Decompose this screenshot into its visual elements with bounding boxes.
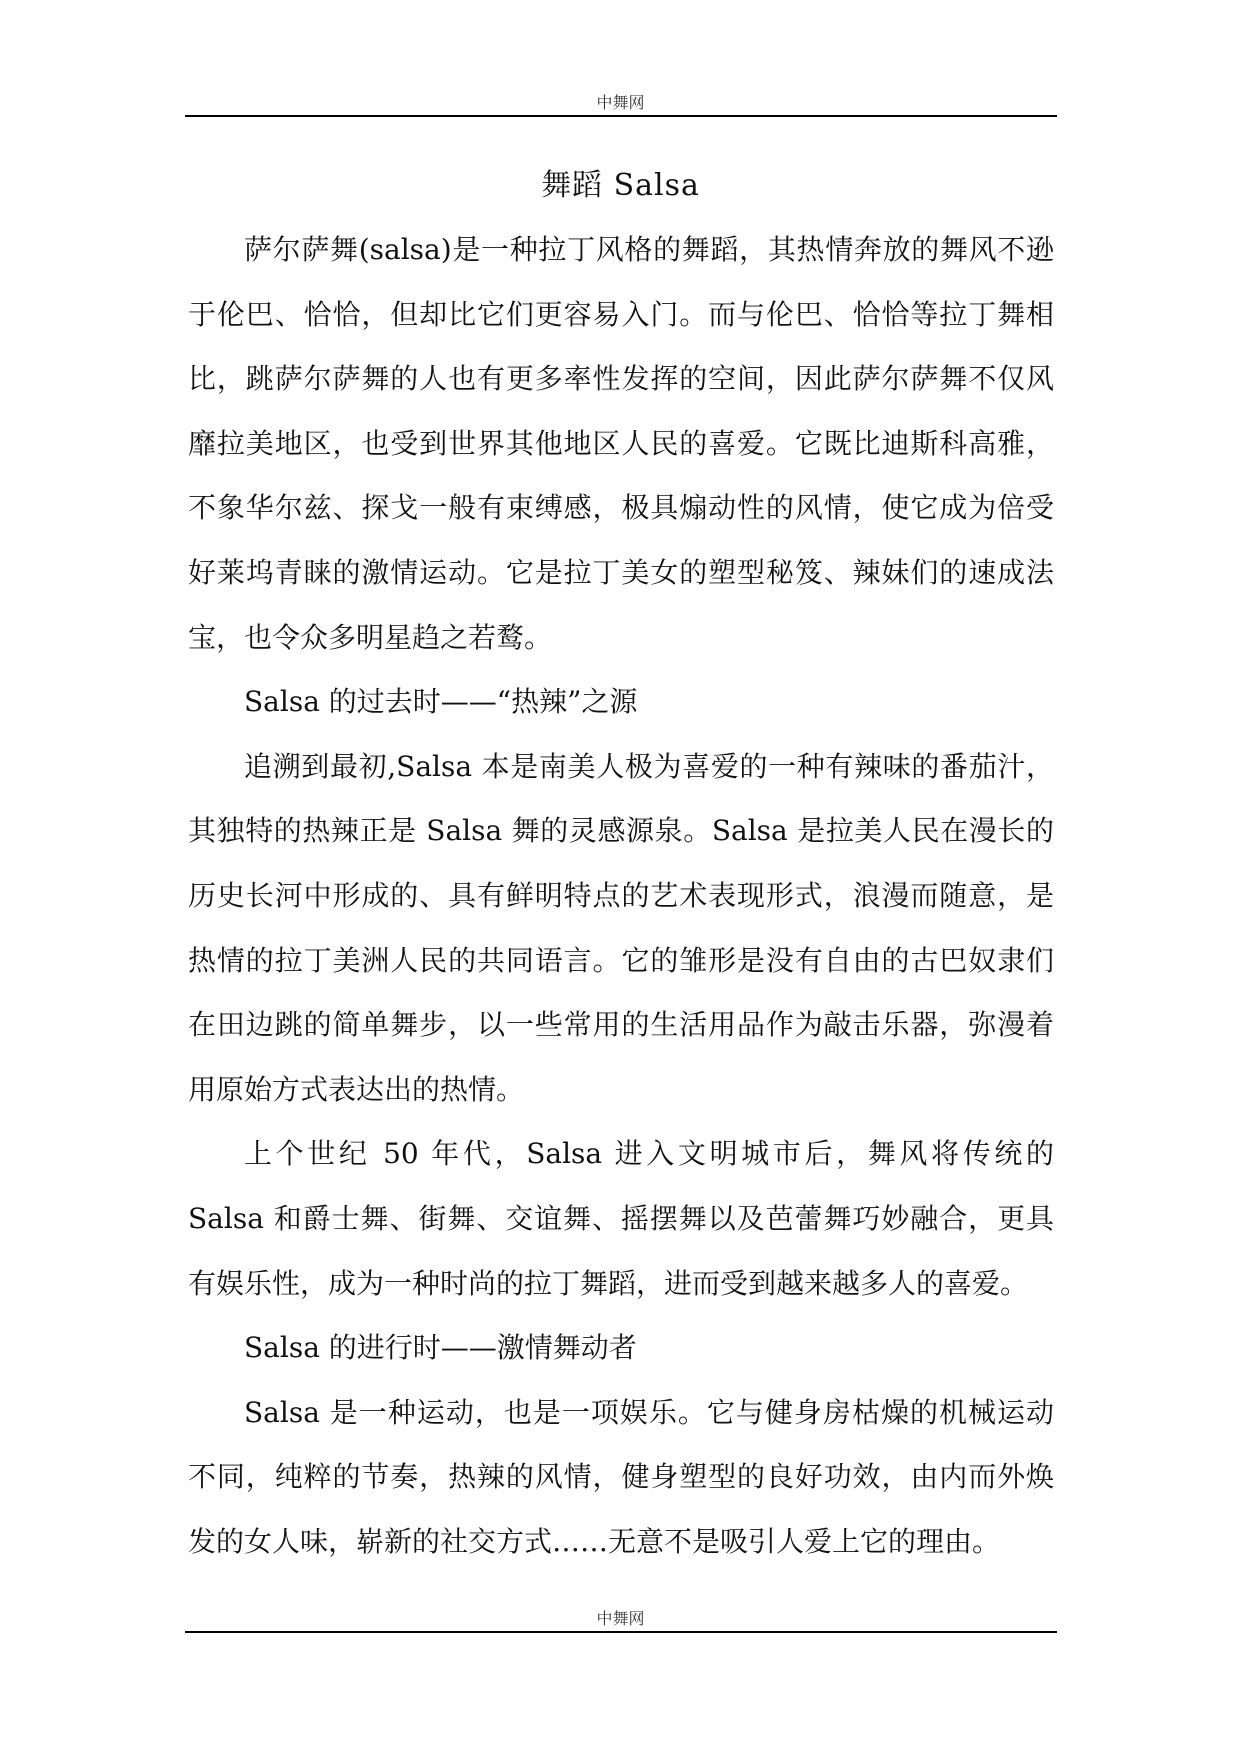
document-body <box>188 218 1054 1574</box>
page-header: 中舞网 <box>596 93 645 112</box>
document-title: 舞蹈 Salsa <box>541 168 700 203</box>
section-heading-past: Salsa 的过去时——“热辣”之源 <box>244 685 638 719</box>
header-divider <box>185 115 1057 117</box>
footer-divider <box>185 1631 1057 1633</box>
page-footer: 中舞网 <box>596 1609 645 1628</box>
paragraph-intro: 萨尔萨舞(salsa)是一种拉丁风格的舞蹈，其热情奔放的舞风不逊于伦巴、恰恰，但却比它们更容易入门。而与伦巴、恰恰等拉丁舞相比，跳萨尔萨舞的人也有更多率性发挥的空间，因此萨尔萨舞不仅风靡拉美地区，也受到世界其他地区人民的喜爱。它既比迪斯科高雅，不象华尔兹、探戈一般有束缚感，极具煽动性的风情，使它成为倍受好莱坞青睐的激情运动。它是拉丁美女的塑型秘笈、辣妹们的速成法宝，也令众多明星趋之若鹜。 <box>188 233 1054 654</box>
paragraph-1950s: 上个世纪 50 年代，Salsa 进入文明城市后，舞风将传统的 Salsa 和爵士舞、街舞、交谊舞、摇摆舞以及芭蕾舞巧妙融合，更具有娱乐性，成为一种时尚的拉丁舞蹈，进而受到越来越多人的喜爱。 <box>188 1137 1054 1300</box>
paragraph-exercise: Salsa 是一种运动，也是一项娱乐。它与健身房枯燥的机械运动不同，纯粹的节奏，热辣的风情，健身塑型的良好功效，由内而外焕发的女人味，崭新的社交方式……无意不是吸引人爱上它的理由。 <box>188 1395 1054 1558</box>
paragraph-origin: 追溯到最初,Salsa 本是南美人极为喜爱的一种有辣味的番茄汁，其独特的热辣正是 Salsa 舞的灵感源泉。Salsa 是拉美人民在漫长的历史长河中形成的、具有鲜明特点的艺术表现形式，浪漫而随意，是热情的拉丁美洲人民的共同语言。它的雏形是没有自由的古巴奴隶们在田边跳的简单舞步，以一些常用的生活用品作为敲击乐器，弥漫着用原始方式表达出的热情。 <box>188 749 1054 1106</box>
section-heading-present: Salsa 的进行时——激情舞动者 <box>244 1331 637 1365</box>
